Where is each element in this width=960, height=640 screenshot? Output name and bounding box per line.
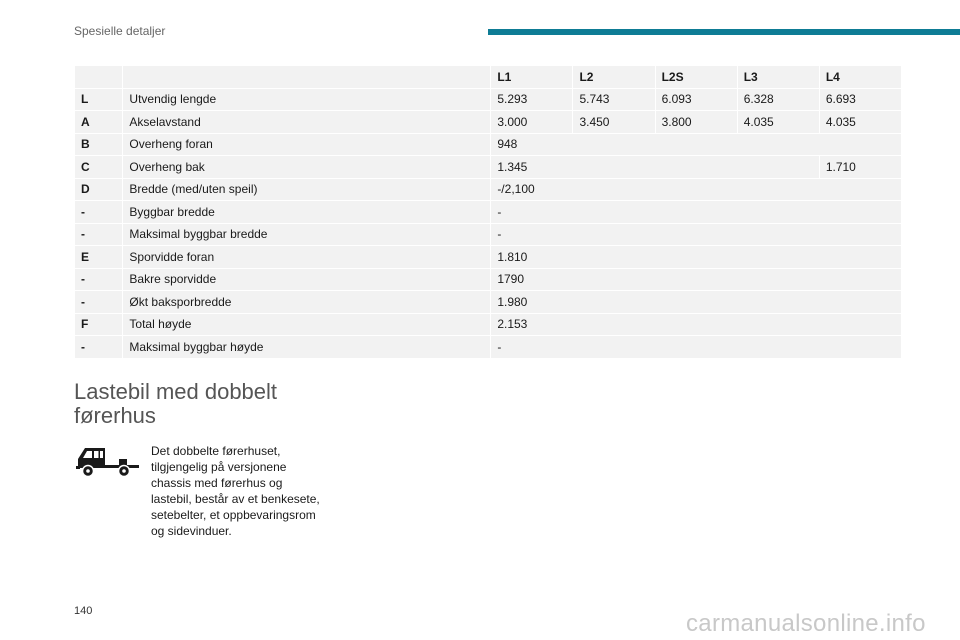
table-row [75, 291, 902, 314]
row-code: C [75, 156, 123, 179]
row-label: Økt baksporbredde [123, 291, 491, 314]
page-header-title: Spesielle detaljer [74, 24, 166, 38]
text-line: og sidevinduer. [151, 524, 232, 538]
table-row [75, 88, 902, 111]
row-value: 1.980 [491, 291, 902, 314]
row-value: 6.693 [819, 88, 901, 111]
row-value: 3.450 [573, 111, 655, 134]
row-code: - [75, 291, 123, 314]
watermark: carmanualsonline.info [686, 610, 926, 637]
row-code: D [75, 178, 123, 201]
section-title-line: Lastebil med dobbelt [74, 379, 278, 404]
row-label: Bakre sporvidde [123, 268, 491, 291]
table-row [75, 133, 902, 156]
text-line: Det dobbelte førerhuset, [151, 444, 281, 458]
row-code: L [75, 88, 123, 111]
column-header: L1 [491, 66, 573, 89]
row-value: - [491, 223, 902, 246]
row-value: 5.743 [573, 88, 655, 111]
row-value: 3.800 [655, 111, 737, 134]
text-line: tilgjengelig på versjonene [151, 460, 287, 474]
row-code: - [75, 201, 123, 224]
column-header: L2 [573, 66, 655, 89]
row-label: Maksimal byggbar høyde [123, 336, 491, 359]
table-header-row [75, 66, 902, 89]
table-row [75, 156, 902, 179]
section-title [74, 380, 277, 428]
table-row [75, 178, 902, 201]
dimensions-table [74, 65, 902, 359]
row-label: Maksimal byggbar bredde [123, 223, 491, 246]
text-line: chassis med førerhus og [151, 476, 283, 490]
text-line: setebelter, et oppbevaringsrom [151, 508, 316, 522]
row-value: 6.328 [737, 88, 819, 111]
row-label: Utvendig lengde [123, 88, 491, 111]
column-header: L3 [737, 66, 819, 89]
double-cab-truck-icon [75, 444, 141, 478]
column-header: L4 [819, 66, 901, 89]
row-code: A [75, 111, 123, 134]
table-row [75, 336, 902, 359]
column-header: L2S [655, 66, 737, 89]
row-label: Overheng bak [123, 156, 491, 179]
row-value: 3.000 [491, 111, 573, 134]
table-row [75, 201, 902, 224]
row-label: Sporvidde foran [123, 246, 491, 269]
row-label: Total høyde [123, 313, 491, 336]
section-title-line: førerhus [74, 403, 156, 428]
row-code: - [75, 336, 123, 359]
row-value: 1.710 [819, 156, 901, 179]
table-row [75, 313, 902, 336]
row-value: 4.035 [819, 111, 901, 134]
row-value: - [491, 336, 902, 359]
row-value: 1.345 [491, 156, 820, 179]
row-label: Bredde (med/uten speil) [123, 178, 491, 201]
row-code: B [75, 133, 123, 156]
row-value: 2.153 [491, 313, 902, 336]
row-label: Byggbar bredde [123, 201, 491, 224]
row-value: 948 [491, 133, 902, 156]
table-row [75, 111, 902, 134]
header-empty-cell [75, 66, 123, 89]
row-label: Overheng foran [123, 133, 491, 156]
row-value: 5.293 [491, 88, 573, 111]
row-code: - [75, 268, 123, 291]
row-code: F [75, 313, 123, 336]
row-code: - [75, 223, 123, 246]
header-empty-cell [123, 66, 491, 89]
row-value: 4.035 [737, 111, 819, 134]
row-code: E [75, 246, 123, 269]
row-value: 1.810 [491, 246, 902, 269]
text-line: lastebil, består av et benkesete, [151, 492, 320, 506]
section-description [151, 443, 331, 539]
row-label: Akselavstand [123, 111, 491, 134]
page-number: 140 [74, 605, 93, 617]
table-row [75, 268, 902, 291]
row-value: -/2,100 [491, 178, 902, 201]
header-accent-bar [488, 29, 960, 35]
table-row [75, 223, 902, 246]
row-value: 6.093 [655, 88, 737, 111]
row-value: 1790 [491, 268, 902, 291]
table-row [75, 246, 902, 269]
row-value: - [491, 201, 902, 224]
